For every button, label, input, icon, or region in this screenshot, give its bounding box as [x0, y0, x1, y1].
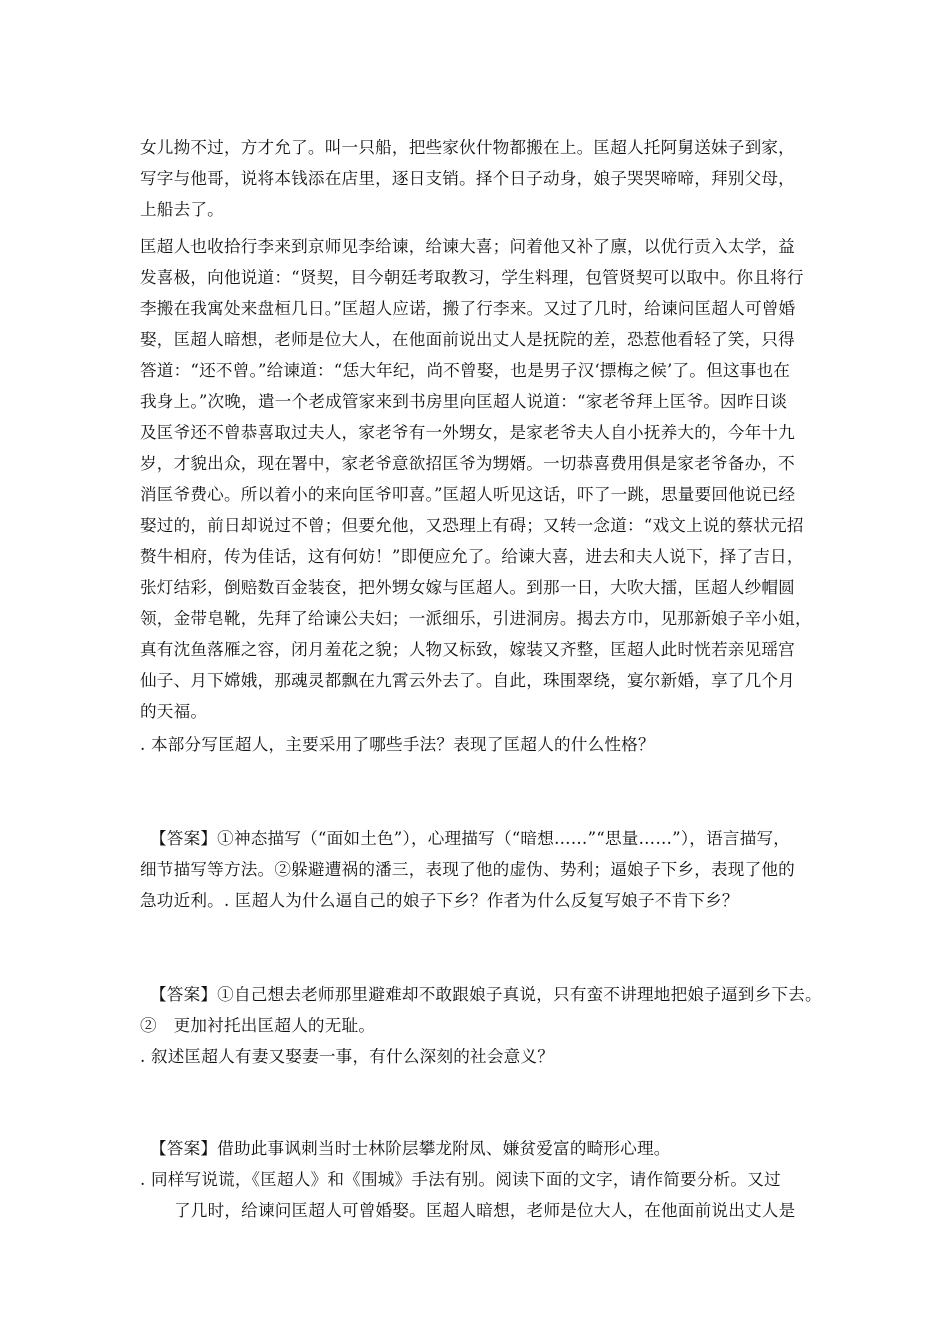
text-line: 发喜极，向他说道：“贤契，目今朝廷考取教习，学生料理，包管贤契可以取中。你且将行 [140, 268, 804, 287]
answer-line: 【答案】①自己想去老师那里避难却不敢跟娘子真说，只有蛮不讲理地把娘子逼到乡下去。 [150, 985, 822, 1004]
text-line: 消匡爷费心。所以着小的来向匡爷叩喜。”匡超人听见这话，吓了一跳，思量要回他说已经 [140, 485, 796, 504]
text-line: 领，金带皂靴，先拜了给谏公夫妇；一派细乐，引进洞房。揭去方巾，见那新娘子辛小姐， [140, 609, 812, 628]
text-line: 我身上。”次晚，遣一个老成管家来到书房里向匡超人说道：“家老爷拜上匡爷。因昨日谈 [140, 392, 788, 411]
question-line: . 同样写说谎，《匡超人》和《围城》手法有别。阅读下面的文字，请作简要分析。又过 [140, 1170, 781, 1189]
text-line: 李搬在我寓处来盘桓几日。”匡超人应诺，搬了行李来。又过了几时，给谏问匡超人可曾婚 [140, 299, 796, 318]
text-line: 张灯结彩，倒赔数百金装奁，把外甥女嫁与匡超人。到那一日，大吹大擂，匡超人纱帽圆 [140, 578, 795, 597]
text-line: 匡超人也收拾行李来到京师见李给谏，给谏大喜；问着他又补了廪，以优行贡入太学，益 [140, 237, 795, 256]
text-line: 女儿拗不过，方才允了。叫一只船，把些家伙什物都搬在上。匡超人托阿舅送妹子到家， [140, 138, 795, 157]
text-line: 了几时，给谏问匡超人可曾婚娶。匡超人暗想，老师是位大人，在他面前说出丈人是 [174, 1201, 796, 1220]
text-line: 真有沈鱼落雁之容，闭月羞花之貌；人物又标致，嫁装又齐整，匡超人此时恍若亲见瑶宫 [140, 640, 795, 659]
text-line: 上船去了。 [140, 200, 224, 219]
text-line: 娶，匡超人暗想，老师是位大人，在他面前说出丈人是抚院的差，恐惹他看轻了笑，只得 [140, 330, 795, 349]
question-line: . 叙述匡超人有妻又娶妻一事，有什么深刻的社会意义？ [140, 1047, 554, 1066]
text-line: 赘牛相府，传为佳话，这有何妨！”即便应允了。给谏大喜，进去和夫人说下，择了吉日， [140, 547, 804, 566]
answer-line: ② 更加衬托出匡超人的无耻。 [140, 1016, 376, 1035]
question-line: . 本部分写匡超人，主要采用了哪些手法？表现了匡超人的什么性格？ [140, 735, 655, 754]
text-line: 娶过的，前日却说过不曾；但要允他，又恐理上有碍；又转一念道：“戏文上说的蔡状元招 [140, 516, 804, 535]
text-line: 岁，才貌出众，现在署中，家老爷意欲招匡爷为甥婿。一切恭喜费用俱是家老爷备办，不 [140, 454, 795, 473]
text-line: 仙子、月下嫦娥，那魂灵都飘在九霄云外去了。自此，珠围翠绕，宴尔新婚，享了几个月 [140, 671, 795, 690]
text-line: 答道：“还不曾。”给谏道：“恁大年纪，尚不曾娶，也是男子汉‘摽梅之候’了。但这事也在 [140, 361, 791, 380]
answer-line: 细节描写等方法。②躲避遭祸的潘三，表现了他的虚伪、势利；逼娘子下乡，表现了他的 [140, 860, 795, 879]
text-line: 写字与他哥，说将本钱添在店里，逐日支销。择个日子动身，娘子哭哭啼啼，拜别父母， [140, 169, 795, 188]
answer-line: 急功近利。. 匡超人为什么逼自己的娘子下乡？作者为什么反复写娘子不肯下乡？ [140, 891, 739, 910]
text-line: 及匡爷还不曾恭喜取过夫人，家老爷有一外甥女，是家老爷夫人自小抚养大的，今年十九 [140, 423, 795, 442]
text-line: 的天福。 [140, 702, 208, 721]
answer-line: 【答案】①神态描写（“面如土色”），心理描写（“暗想……”“思量……”），语言描写， [150, 829, 791, 848]
answer-line: 【答案】借助此事讽刺当时士林阶层攀龙附凤、嫌贫爱富的畸形心理。 [150, 1139, 671, 1158]
